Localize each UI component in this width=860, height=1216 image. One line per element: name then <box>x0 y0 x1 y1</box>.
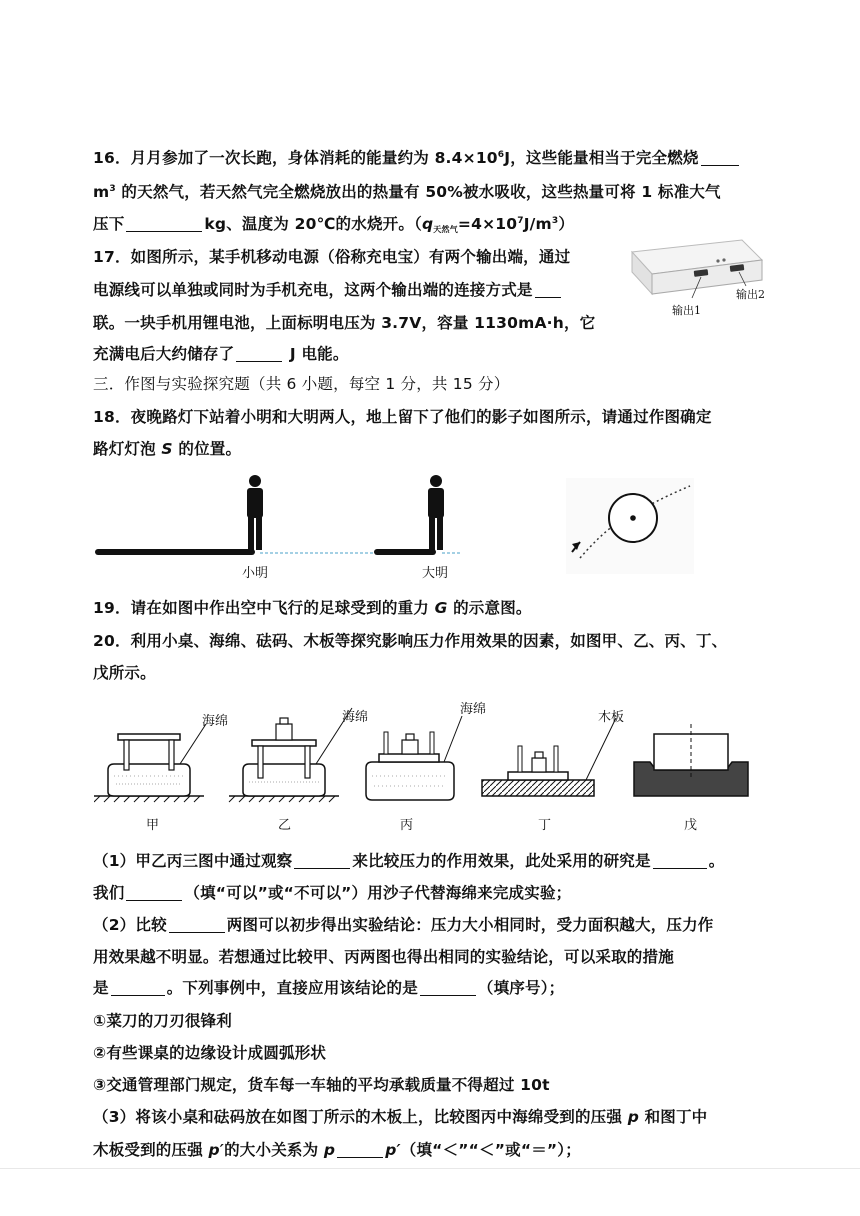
fig-bing <box>366 716 462 800</box>
q20-p3-line1: （3）将该小桌和砝码放在如图丁所示的木板上，比较图丙中海绵受到的压强 p 和图丁中 <box>93 1108 708 1126</box>
label-output1: 输出1 <box>672 304 701 317</box>
label-sponge-jia: 海绵 <box>202 714 229 729</box>
experiment-figures <box>94 696 754 836</box>
q16-blank2[interactable] <box>126 215 202 232</box>
q17-blank2[interactable] <box>236 345 282 362</box>
q17-line2: 电源线可以单独或同时为手机充电，这两个输出端的连接方式是 <box>93 280 563 300</box>
page-bottom-divider <box>0 1168 860 1169</box>
label-sponge-yi: 海绵 <box>342 710 369 725</box>
caption-jia: 甲 <box>146 818 160 833</box>
q20-blank6[interactable] <box>420 979 476 996</box>
q20-p2-line2: 用效果越不明显。若想通过比较甲、丙两图也得出相同的实验结论，可以采取的措施 <box>93 948 674 966</box>
fig-ding <box>482 718 616 796</box>
q19-line: 19．请在如图中作出空中飞行的足球受到的重力 G 的示意图。 <box>93 599 532 617</box>
person-daming <box>428 475 444 550</box>
q16-line1: 16．月月参加了一次长跑，身体消耗的能量约为 $8.4\times 10^6J$，这些能量相当于完全燃烧 <box>93 148 741 168</box>
label-board: 木板 <box>598 710 625 725</box>
q16-line3: 压下 kg、温度为 20℃的水烧开。$(q_{天然气}=4\times 10^7J/m^3)$ <box>93 215 575 234</box>
q20-p2-line3: 是 。下列事例中，直接应用该结论的是 （填序号）； <box>93 979 565 997</box>
power-bank-figure <box>622 232 772 322</box>
caption-yi: 乙 <box>278 818 292 833</box>
q20-blank2[interactable] <box>653 852 707 869</box>
label-xiaoming: 小明 <box>242 566 269 581</box>
q20-line1: 20．利用小桌、海绵、砝码、木板等探究影响压力作用效果的因素，如图甲、乙、丙、丁、 <box>93 632 728 650</box>
q18-line2: 路灯灯泡 S 的位置。 <box>93 440 242 458</box>
q17-line4: 充满电后大约储存了 J 电能。 <box>93 345 349 363</box>
football-figure <box>566 478 694 574</box>
q20-p1-line1: （1）甲乙丙三图中通过观察 来比较压力的作用效果，此处采用的研究是 。 <box>93 852 725 870</box>
label-sponge-bing: 海绵 <box>460 702 487 717</box>
q20-blank7[interactable] <box>337 1141 383 1158</box>
q17-line1: 17．如图所示，某手机移动电源（俗称充电宝）有两个输出端，通过 <box>93 248 571 266</box>
q20-blank3[interactable] <box>126 884 182 901</box>
football-drawing <box>566 478 694 574</box>
q20-p1-line2: 我们 （填“可以”或“不可以”）用沙子代替海绵来完成实验； <box>93 884 572 902</box>
fig-yi <box>229 708 352 802</box>
caption-bing: 丙 <box>400 818 414 833</box>
q20-line2: 戊所示。 <box>93 664 156 682</box>
label-output2: 输出2 <box>736 288 765 301</box>
person-xiaoming <box>247 475 263 550</box>
shadow-drawing <box>92 472 472 582</box>
shadow-daming <box>374 549 436 555</box>
q20-option3: ③交通管理部门规定，货车每一车轴的平均承载质量不得超过 10t <box>93 1076 550 1094</box>
experiment-drawing <box>94 696 754 806</box>
q20-blank5[interactable] <box>111 979 165 996</box>
q20-blank4[interactable] <box>169 916 225 933</box>
q17-blank1[interactable] <box>535 281 561 298</box>
fig-jia <box>94 724 206 802</box>
q20-p3-line2: 木板受到的压强 p′的大小关系为 p p′（填“＜”“＜”或“＝”）； <box>93 1141 581 1159</box>
caption-ding: 丁 <box>538 818 552 833</box>
q20-option1: ①菜刀的刀刃很锋利 <box>93 1012 232 1030</box>
shadow-figure <box>92 472 472 582</box>
fig-wu <box>634 724 748 796</box>
q20-blank1[interactable] <box>294 852 350 869</box>
q20-p2-line1: （2）比较 两图可以初步得出实验结论：压力大小相同时，受力面积越大，压力作 <box>93 916 714 934</box>
q20-option2: ②有些课桌的边缘设计成圆弧形状 <box>93 1044 327 1062</box>
caption-wu: 戊 <box>684 818 698 833</box>
label-daming: 大明 <box>422 566 449 581</box>
shadow-xiaoming <box>95 549 255 555</box>
q16-blank1[interactable] <box>701 149 739 166</box>
q16-line2: $m^3$ 的天然气，若天然气完全燃烧放出的热量有 50%被水吸收，这些热量可将 1 标准大气 <box>93 183 721 201</box>
q17-line3: 联。一块手机用锂电池，上面标明电压为 3.7V，容量 1130mA·h，它 <box>93 314 596 332</box>
section-heading: 三．作图与实验探究题（共 6 小题，每空 1 分，共 15 分） <box>93 375 510 393</box>
q18-line1: 18．夜晚路灯下站着小明和大明两人，地上留下了他们的影子如图所示，请通过作图确定 <box>93 408 712 426</box>
